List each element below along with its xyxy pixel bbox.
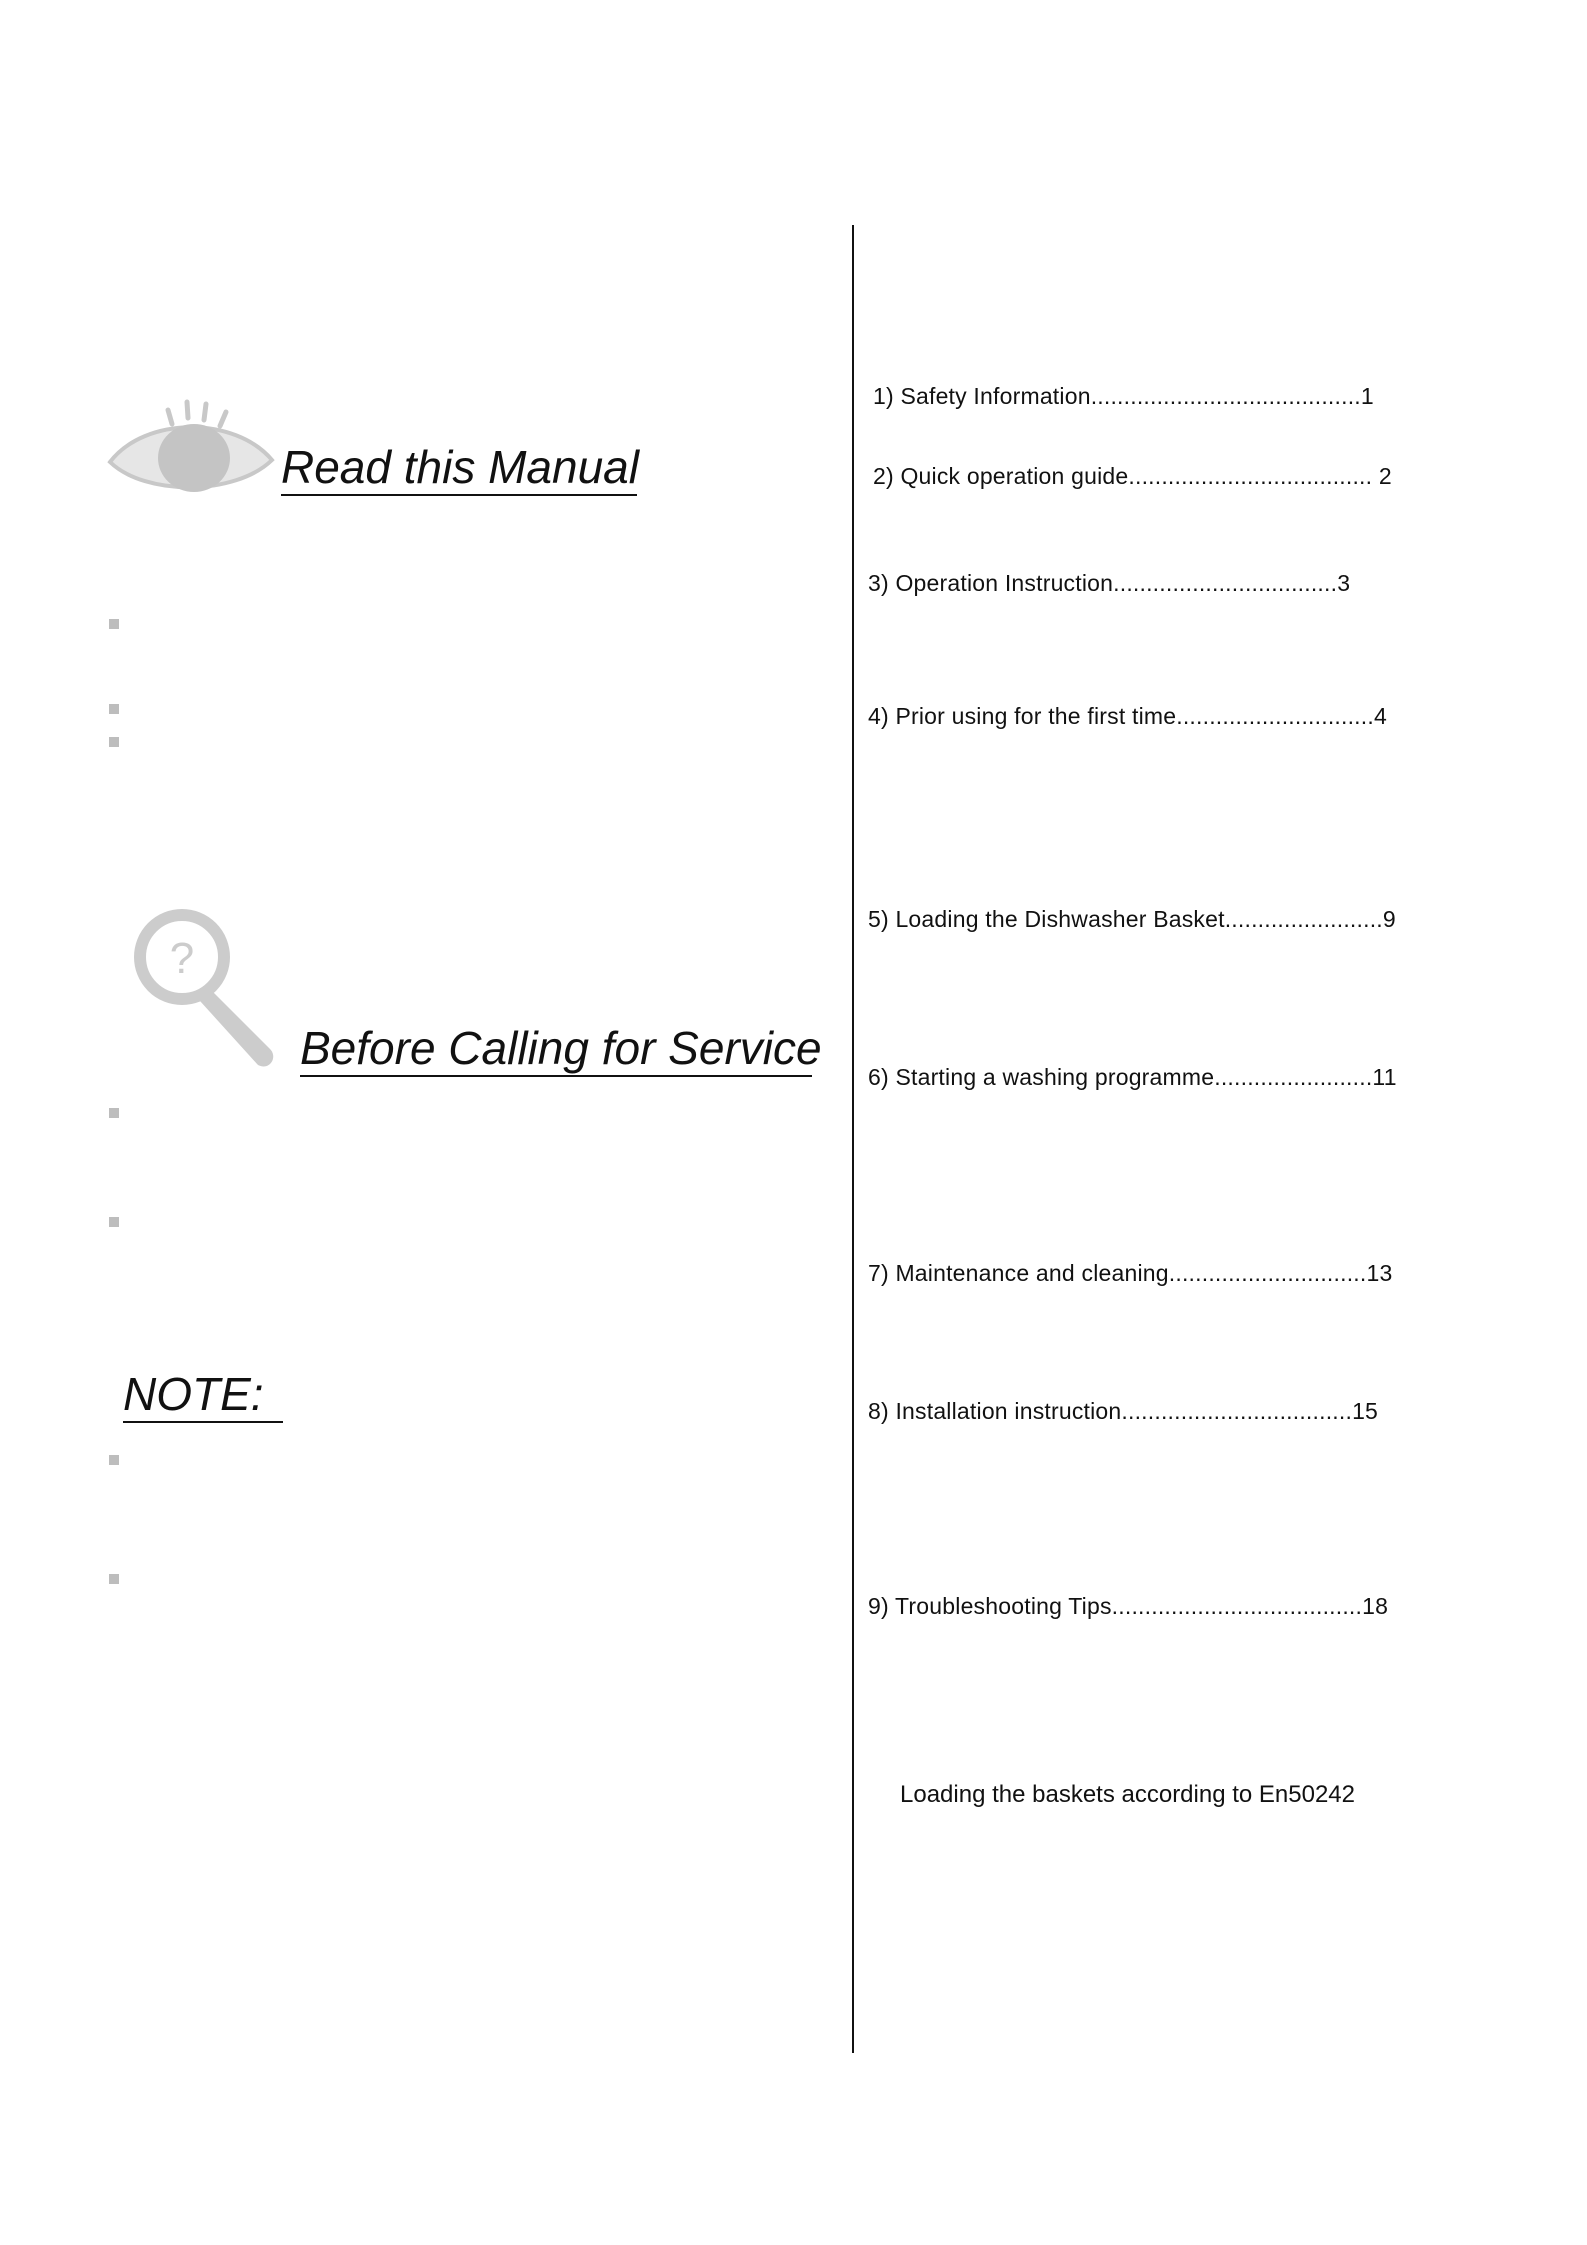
toc-item-loading-basket: 5) Loading the Dishwasher Basket........................9 <box>868 906 1396 932</box>
bullet-marker <box>109 704 119 714</box>
toc-item-starting-programme: 6) Starting a washing programme........................11 <box>868 1064 1397 1090</box>
before-calling-service-heading: Before Calling for Service <box>300 1025 812 1077</box>
toc-item-quick-operation-guide: 2) Quick operation guide..................................... 2 <box>873 463 1392 489</box>
bullet-marker <box>109 1217 119 1227</box>
read-manual-heading: Read this Manual <box>281 444 637 496</box>
toc-extra-loading-baskets: Loading the baskets according to En50242 <box>900 1781 1356 1808</box>
bullet-marker <box>109 1108 119 1118</box>
bullet-marker <box>109 1455 119 1465</box>
magnifier-icon <box>130 905 290 1080</box>
svg-text:?: ? <box>169 934 195 983</box>
toc-item-operation-instruction: 3) Operation Instruction..................................3 <box>868 570 1351 596</box>
toc-item-prior-first-use: 4) Prior using for the first time..............................4 <box>868 703 1387 729</box>
bullet-marker <box>109 619 119 629</box>
toc-item-troubleshooting-tips: 9) Troubleshooting Tips......................................18 <box>868 1593 1389 1619</box>
column-divider <box>852 225 854 2053</box>
toc-item-maintenance-cleaning: 7) Maintenance and cleaning..............................13 <box>868 1260 1393 1286</box>
toc-item-installation-instruction: 8) Installation instruction...................................15 <box>868 1398 1379 1424</box>
eye-icon <box>100 398 280 513</box>
note-heading: NOTE: <box>123 1371 283 1423</box>
bullet-marker <box>109 1574 119 1584</box>
bullet-marker <box>109 737 119 747</box>
toc-item-safety-information: 1) Safety Information.........................................1 <box>873 383 1374 409</box>
